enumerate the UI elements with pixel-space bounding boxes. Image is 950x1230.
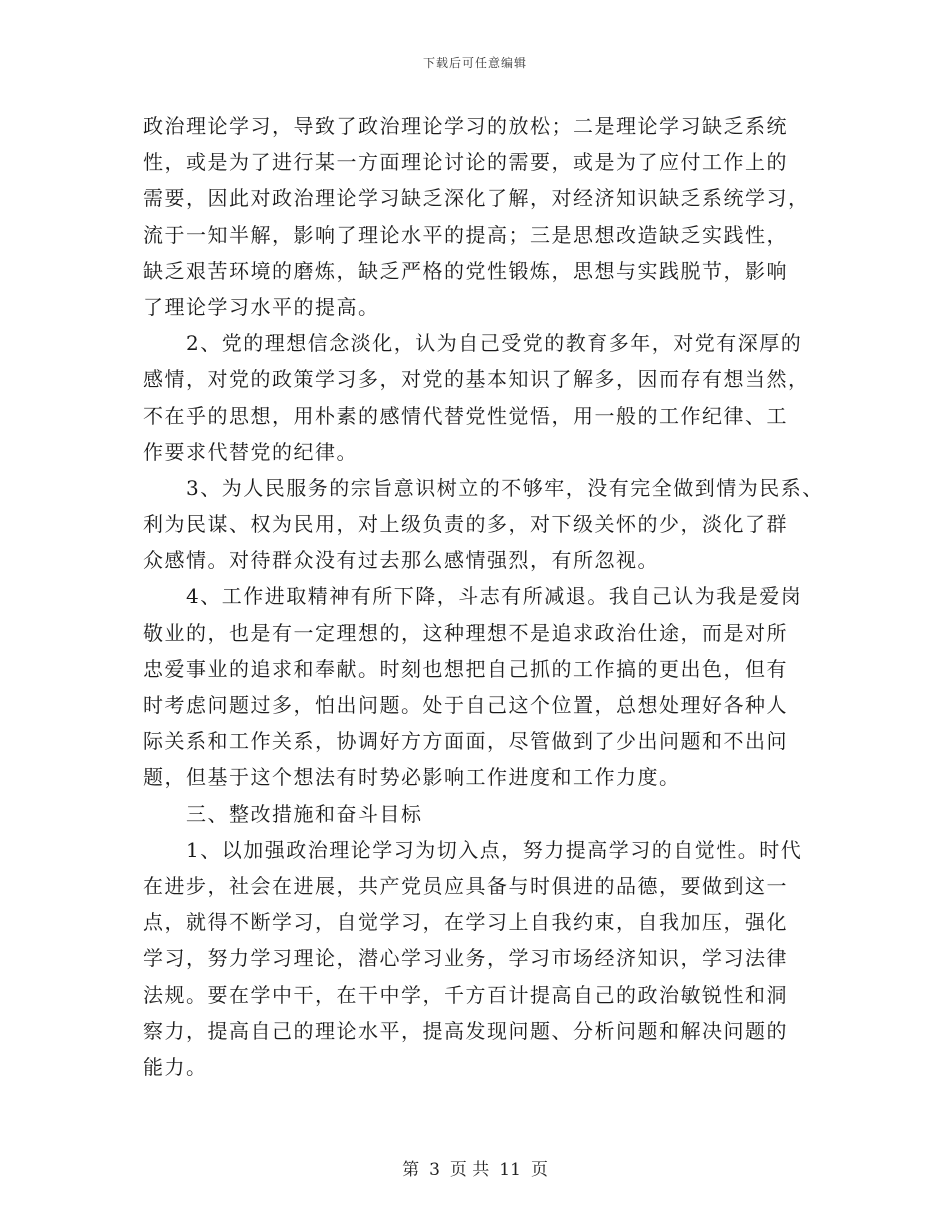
page-footer xyxy=(0,1155,950,1180)
body-line: 流于一知半解，影响了理论水平的提高；三是思想改造缺乏实践性， xyxy=(143,222,788,247)
body-line: 了理论学习水平的提高。 xyxy=(143,294,380,319)
page-header: 下载后可任意编辑 xyxy=(422,56,527,70)
body-line: 际关系和工作关系，协调好方方面面，尽管做到了少出问题和不出问 xyxy=(143,729,788,754)
page-middle: 页 共 xyxy=(449,1160,490,1180)
body-line: 察力，提高自己的理论水平，提高发现问题、分析问题和解决问题的 xyxy=(143,1018,788,1043)
body-line: 作要求代替党的纪律。 xyxy=(143,439,358,464)
page-prefix: 第 xyxy=(402,1160,420,1180)
body-line: 政治理论学习，导致了政治理论学习的放松；二是理论学习缺乏系统 xyxy=(143,114,788,138)
body-line: 敬业的，也是有一定理想的，这种理想不是追求政治仕途，而是对所 xyxy=(143,620,788,645)
body-line: 利为民谋、权为民用，对上级负责的多，对下级关怀的少，淡化了群 xyxy=(143,512,788,537)
body-line: 不在乎的思想，用朴素的感情代替党性觉悟，用一般的工作纪律、工 xyxy=(143,403,788,428)
body-line: 能力。 xyxy=(143,1054,208,1079)
body-line: 在进步，社会在进展，共产党员应具备与时俱进的品德，要做到这一 xyxy=(143,873,788,898)
body-line: 3、为人民服务的宗旨意识树立的不够牢，没有完全做到情为民系、 xyxy=(143,475,824,500)
body-line: 2、党的理想信念淡化，认为自己受党的教育多年，对党有深厚的 xyxy=(143,331,803,356)
body-line: 忠爱事业的追求和奉献。时刻也想把自己抓的工作搞的更出色，但有 xyxy=(143,656,788,681)
body-line: 众感情。对待群众没有过去那么感情强烈，有所忽视。 xyxy=(143,548,659,573)
document-body xyxy=(143,108,824,1085)
body-line: 时考虑问题过多，怕出问题。处于自己这个位置，总想处理好各种人 xyxy=(143,693,788,717)
section-heading: 三、整改措施和奋斗目标 xyxy=(143,801,423,826)
page-suffix: 页 xyxy=(530,1160,548,1180)
body-line: 4、工作进取精神有所下降，斗志有所减退。我自己认为我是爱岗 xyxy=(143,584,803,609)
body-line: 1、以加强政治理论学习为切入点，努力提高学习的自觉性。时代 xyxy=(143,837,803,862)
page-total: 11 xyxy=(499,1160,521,1180)
body-line: 点，就得不断学习，自觉学习，在学习上自我约束，自我加压，强化 xyxy=(143,910,788,935)
body-line: 题，但基于这个想法有时势必影响工作进度和工作力度。 xyxy=(143,765,681,790)
page-current: 3 xyxy=(429,1160,440,1180)
body-line: 学习，努力学习理论，潜心学习业务，学习市场经济知识，学习法律 xyxy=(143,946,788,971)
body-line: 性，或是为了进行某一方面理论讨论的需要，或是为了应付工作上的 xyxy=(143,150,788,175)
body-line: 法规。要在学中干，在干中学，千方百计提高自己的政治敏锐性和洞 xyxy=(143,982,788,1007)
body-line: 需要，因此对政治理论学习缺乏深化了解，对经济知识缺乏系统学习， xyxy=(143,186,810,211)
body-line: 感情，对党的政策学习多，对党的基本知识了解多，因而存有想当然， xyxy=(143,367,810,392)
body-line: 缺乏艰苦环境的磨炼，缺乏严格的党性锻炼，思想与实践脱节，影响 xyxy=(143,258,788,283)
